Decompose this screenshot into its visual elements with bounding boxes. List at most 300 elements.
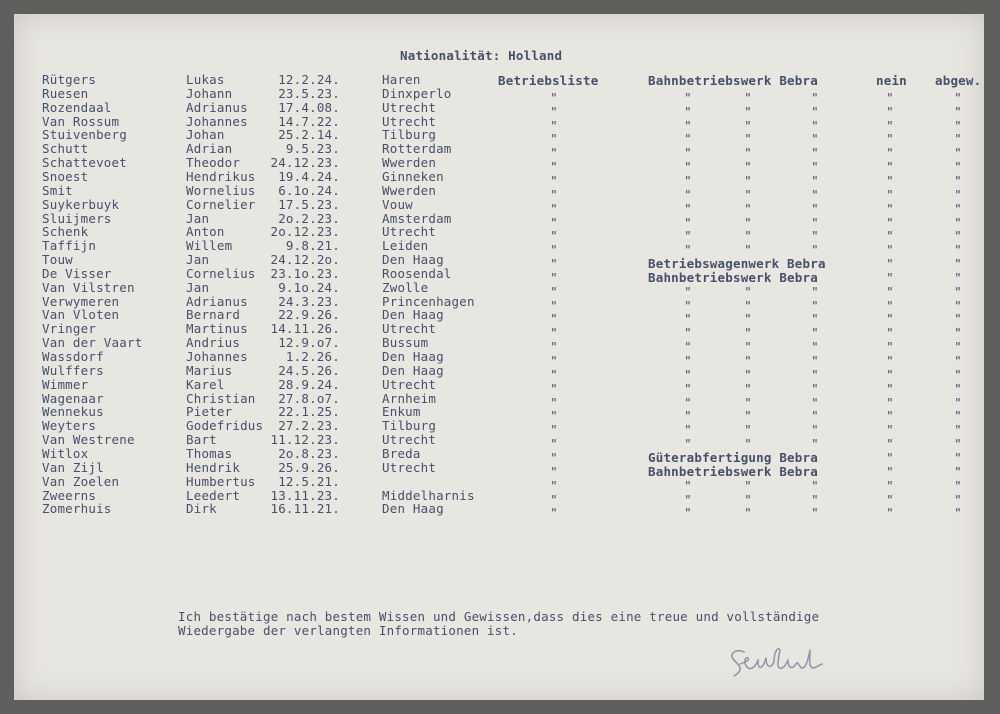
ditto-mark: ": [684, 215, 692, 230]
birth-place-cell: Haren: [382, 72, 421, 87]
ditto-mark: ": [811, 90, 819, 105]
birth-place-cell: Utrecht: [382, 460, 437, 475]
surname-cell: Rütgers: [42, 72, 97, 87]
birth-date-cell: 9.1o.24.: [278, 280, 340, 295]
birth-date-cell: 2o.12.23.: [270, 224, 340, 239]
ditto-mark: ": [954, 131, 962, 146]
ditto-mark: ": [550, 311, 558, 326]
ditto-mark: ": [886, 284, 894, 299]
surname-cell: Touw: [42, 252, 73, 267]
employer-cell: Bahnbetriebswerk Bebra: [648, 270, 818, 285]
birth-place-cell: Utrecht: [382, 432, 437, 447]
birth-place-cell: Rotterdam: [382, 141, 452, 156]
birth-place-cell: Dinxperlo: [382, 86, 452, 101]
header-employer: Bahnbetriebswerk Bebra: [648, 73, 818, 88]
ditto-mark: ": [744, 173, 752, 188]
surname-cell: Snoest: [42, 169, 89, 184]
ditto-mark: ": [954, 173, 962, 188]
birth-date-cell: 2o.2.23.: [278, 211, 340, 226]
ditto-mark: ": [744, 395, 752, 410]
ditto-mark: ": [954, 367, 962, 382]
ditto-mark: ": [886, 118, 894, 133]
surname-cell: Van Westrene: [42, 432, 135, 447]
ditto-mark: ": [684, 145, 692, 160]
ditto-mark: ": [550, 104, 558, 119]
birth-place-cell: Den Haag: [382, 349, 444, 364]
ditto-mark: ": [886, 339, 894, 354]
surname-cell: Wennekus: [42, 404, 104, 419]
ditto-mark: ": [684, 325, 692, 340]
header-list: Betriebsliste: [498, 73, 599, 88]
ditto-mark: ": [744, 215, 752, 230]
header-abgew: abgew.: [935, 73, 982, 88]
ditto-mark: ": [684, 104, 692, 119]
birth-place-cell: Den Haag: [382, 363, 444, 378]
ditto-mark: ": [550, 201, 558, 216]
surname-cell: Wassdorf: [42, 349, 104, 364]
birth-date-cell: 12.9.o7.: [278, 335, 340, 350]
surname-cell: Vringer: [42, 321, 97, 336]
ditto-mark: ": [550, 367, 558, 382]
ditto-mark: ": [684, 381, 692, 396]
ditto-mark: ": [954, 242, 962, 257]
birth-date-cell: 23.5.23.: [278, 86, 340, 101]
ditto-mark: ": [684, 436, 692, 451]
ditto-mark: ": [954, 104, 962, 119]
ditto-mark: ": [886, 228, 894, 243]
ditto-mark: ": [811, 284, 819, 299]
ditto-mark: ": [684, 298, 692, 313]
birth-date-cell: 24.5.26.: [278, 363, 340, 378]
ditto-mark: ": [550, 478, 558, 493]
birth-place-cell: Tilburg: [382, 418, 437, 433]
surname-cell: Schenk: [42, 224, 89, 239]
ditto-mark: ": [550, 325, 558, 340]
ditto-mark: ": [811, 228, 819, 243]
surname-cell: Zweerns: [42, 488, 97, 503]
first-name-cell: Adrianus: [186, 294, 248, 309]
first-name-cell: Lukas: [186, 72, 225, 87]
ditto-mark: ": [550, 256, 558, 271]
ditto-mark: ": [550, 436, 558, 451]
ditto-mark: ": [886, 311, 894, 326]
birth-date-cell: 22.9.26.: [278, 307, 340, 322]
ditto-mark: ": [550, 339, 558, 354]
ditto-mark: ": [811, 325, 819, 340]
surname-cell: Van Zoelen: [42, 474, 120, 489]
birth-date-cell: 27.2.23.: [278, 418, 340, 433]
ditto-mark: ": [954, 228, 962, 243]
ditto-mark: ": [811, 422, 819, 437]
ditto-mark: ": [684, 90, 692, 105]
ditto-mark: ": [744, 422, 752, 437]
ditto-mark: ": [886, 256, 894, 271]
surname-cell: Wulffers: [42, 363, 104, 378]
ditto-mark: ": [811, 173, 819, 188]
ditto-mark: ": [954, 159, 962, 174]
ditto-mark: ": [954, 478, 962, 493]
header-nein: nein: [876, 73, 907, 88]
birth-place-cell: Ginneken: [382, 169, 444, 184]
document-sheet: [14, 14, 984, 700]
birth-date-cell: 1.2.26.: [285, 349, 340, 364]
ditto-mark: ": [954, 492, 962, 507]
birth-date-cell: 19.4.24.: [278, 169, 340, 184]
ditto-mark: ": [744, 478, 752, 493]
birth-date-cell: 17.4.08.: [278, 100, 340, 115]
birth-place-cell: Enkum: [382, 404, 421, 419]
birth-date-cell: 22.1.25.: [278, 404, 340, 419]
ditto-mark: ": [954, 464, 962, 479]
ditto-mark: ": [744, 367, 752, 382]
ditto-mark: ": [886, 159, 894, 174]
first-name-cell: Bernard: [186, 307, 241, 322]
surname-cell: Weyters: [42, 418, 97, 433]
ditto-mark: ": [886, 201, 894, 216]
ditto-mark: ": [954, 118, 962, 133]
surname-cell: Van Zijl: [42, 460, 104, 475]
ditto-mark: ": [886, 367, 894, 382]
ditto-mark: ": [684, 173, 692, 188]
surname-cell: Witlox: [42, 446, 89, 461]
employer-cell: Bahnbetriebswerk Bebra: [648, 464, 818, 479]
birth-place-cell: Utrecht: [382, 321, 437, 336]
birth-date-cell: 9.8.21.: [285, 238, 340, 253]
ditto-mark: ": [684, 492, 692, 507]
birth-date-cell: 24.3.23.: [278, 294, 340, 309]
birth-date-cell: 23.1o.23.: [270, 266, 340, 281]
first-name-cell: Johann: [186, 86, 233, 101]
ditto-mark: ": [550, 228, 558, 243]
ditto-mark: ": [744, 325, 752, 340]
ditto-mark: ": [811, 104, 819, 119]
birth-place-cell: Vouw: [382, 197, 413, 212]
ditto-mark: ": [886, 381, 894, 396]
surname-cell: Ruesen: [42, 86, 89, 101]
ditto-mark: ": [684, 284, 692, 299]
ditto-mark: ": [550, 131, 558, 146]
first-name-cell: Adrianus: [186, 100, 248, 115]
ditto-mark: ": [811, 492, 819, 507]
ditto-mark: ": [744, 90, 752, 105]
ditto-mark: ": [954, 450, 962, 465]
ditto-mark: ": [886, 131, 894, 146]
first-name-cell: Jan: [186, 211, 210, 226]
ditto-mark: ": [886, 145, 894, 160]
handwritten-signature: [722, 638, 832, 684]
birth-place-cell: Utrecht: [382, 100, 437, 115]
ditto-mark: ": [684, 228, 692, 243]
surname-cell: Rozendaal: [42, 100, 112, 115]
birth-date-cell: 14.7.22.: [278, 114, 340, 129]
ditto-mark: ": [684, 478, 692, 493]
ditto-mark: ": [744, 187, 752, 202]
surname-cell: Wagenaar: [42, 391, 104, 406]
surname-cell: Zomerhuis: [42, 501, 112, 516]
ditto-mark: ": [886, 422, 894, 437]
surname-cell: Van Vilstren: [42, 280, 135, 295]
ditto-mark: ": [811, 436, 819, 451]
ditto-mark: ": [811, 505, 819, 520]
employer-cell: Betriebswagenwerk Bebra: [648, 256, 826, 271]
surname-cell: Verwymeren: [42, 294, 120, 309]
surname-cell: Suykerbuyk: [42, 197, 120, 212]
ditto-mark: ": [684, 201, 692, 216]
ditto-mark: ": [954, 298, 962, 313]
ditto-mark: ": [550, 381, 558, 396]
birth-place-cell: Princenhagen: [382, 294, 475, 309]
ditto-mark: ": [684, 118, 692, 133]
first-name-cell: Johan: [186, 127, 225, 142]
ditto-mark: ": [550, 353, 558, 368]
ditto-mark: ": [684, 367, 692, 382]
ditto-mark: ": [954, 408, 962, 423]
first-name-cell: Leedert: [186, 488, 241, 503]
ditto-mark: ": [744, 381, 752, 396]
birth-place-cell: Den Haag: [382, 501, 444, 516]
ditto-mark: ": [811, 215, 819, 230]
ditto-mark: ": [886, 215, 894, 230]
first-name-cell: Marius: [186, 363, 233, 378]
ditto-mark: ": [886, 104, 894, 119]
ditto-mark: ": [954, 436, 962, 451]
ditto-mark: ": [744, 298, 752, 313]
ditto-mark: ": [886, 505, 894, 520]
ditto-mark: ": [886, 187, 894, 202]
birth-place-cell: Den Haag: [382, 307, 444, 322]
surname-cell: Sluijmers: [42, 211, 112, 226]
birth-date-cell: 16.11.21.: [270, 501, 340, 516]
ditto-mark: ": [550, 492, 558, 507]
first-name-cell: Bart: [186, 432, 217, 447]
first-name-cell: Anton: [186, 224, 225, 239]
surname-cell: Van der Vaart: [42, 335, 143, 350]
ditto-mark: ": [550, 187, 558, 202]
surname-cell: Wimmer: [42, 377, 89, 392]
birth-place-cell: Breda: [382, 446, 421, 461]
ditto-mark: ": [550, 173, 558, 188]
surname-cell: Schutt: [42, 141, 89, 156]
ditto-mark: ": [744, 311, 752, 326]
ditto-mark: ": [744, 104, 752, 119]
surname-cell: Van Vloten: [42, 307, 120, 322]
birth-date-cell: 25.9.26.: [278, 460, 340, 475]
ditto-mark: ": [550, 408, 558, 423]
surname-cell: De Visser: [42, 266, 112, 281]
birth-place-cell: Arnheim: [382, 391, 437, 406]
ditto-mark: ": [684, 187, 692, 202]
birth-place-cell: Amsterdam: [382, 211, 452, 226]
ditto-mark: ": [811, 298, 819, 313]
ditto-mark: ": [744, 242, 752, 257]
birth-date-cell: 24.12.2o.: [270, 252, 340, 267]
surname-cell: Taffijn: [42, 238, 97, 253]
ditto-mark: ": [684, 159, 692, 174]
birth-place-cell: Wwerden: [382, 155, 437, 170]
ditto-mark: ": [550, 284, 558, 299]
ditto-mark: ": [550, 145, 558, 160]
ditto-mark: ": [811, 201, 819, 216]
ditto-mark: ": [954, 284, 962, 299]
ditto-mark: ": [886, 492, 894, 507]
ditto-mark: ": [744, 436, 752, 451]
ditto-mark: ": [954, 90, 962, 105]
ditto-mark: ": [744, 492, 752, 507]
ditto-mark: ": [811, 395, 819, 410]
employer-cell: Güterabfertigung Bebra: [648, 450, 818, 465]
ditto-mark: ": [744, 159, 752, 174]
surname-cell: Schattevoet: [42, 155, 127, 170]
ditto-mark: ": [744, 145, 752, 160]
ditto-mark: ": [744, 339, 752, 354]
ditto-mark: ": [886, 353, 894, 368]
birth-date-cell: 6.1o.24.: [278, 183, 340, 198]
first-name-cell: Andrius: [186, 335, 241, 350]
ditto-mark: ": [811, 311, 819, 326]
birth-date-cell: 12.2.24.: [278, 72, 340, 87]
birth-place-cell: Tilburg: [382, 127, 437, 142]
ditto-mark: ": [811, 131, 819, 146]
surname-cell: Smit: [42, 183, 73, 198]
ditto-mark: ": [550, 298, 558, 313]
first-name-cell: Hendrikus: [186, 169, 256, 184]
ditto-mark: ": [811, 242, 819, 257]
first-name-cell: Wornelius: [186, 183, 256, 198]
ditto-mark: ": [954, 256, 962, 271]
ditto-mark: ": [684, 505, 692, 520]
birth-date-cell: 27.8.o7.: [278, 391, 340, 406]
ditto-mark: ": [954, 381, 962, 396]
first-name-cell: Christian: [186, 391, 256, 406]
first-name-cell: Hendrik: [186, 460, 241, 475]
ditto-mark: ": [684, 408, 692, 423]
ditto-mark: ": [684, 339, 692, 354]
first-name-cell: Jan: [186, 280, 210, 295]
ditto-mark: ": [550, 90, 558, 105]
ditto-mark: ": [886, 408, 894, 423]
ditto-mark: ": [684, 353, 692, 368]
ditto-mark: ": [744, 505, 752, 520]
birth-place-cell: Utrecht: [382, 114, 437, 129]
ditto-mark: ": [744, 228, 752, 243]
birth-date-cell: 11.12.23.: [270, 432, 340, 447]
ditto-mark: ": [744, 353, 752, 368]
birth-place-cell: Roosendal: [382, 266, 452, 281]
ditto-mark: ": [811, 118, 819, 133]
first-name-cell: Godefridus: [186, 418, 264, 433]
birth-place-cell: Den Haag: [382, 252, 444, 267]
ditto-mark: ": [550, 215, 558, 230]
birth-date-cell: 28.9.24.: [278, 377, 340, 392]
ditto-mark: ": [550, 505, 558, 520]
ditto-mark: ": [954, 311, 962, 326]
birth-place-cell: Utrecht: [382, 224, 437, 239]
ditto-mark: ": [886, 450, 894, 465]
ditto-mark: ": [811, 187, 819, 202]
certification-line-2: Wiedergabe der verlangten Informationen ist.: [178, 623, 518, 638]
ditto-mark: ": [744, 131, 752, 146]
first-name-cell: Karel: [186, 377, 225, 392]
ditto-mark: ": [811, 353, 819, 368]
certification-line-1: Ich bestätige nach bestem Wissen und Gewissen,dass dies eine treue und vollständige: [178, 609, 820, 624]
ditto-mark: ": [954, 339, 962, 354]
birth-date-cell: 17.5.23.: [278, 197, 340, 212]
birth-place-cell: Utrecht: [382, 377, 437, 392]
ditto-mark: ": [684, 422, 692, 437]
ditto-mark: ": [886, 478, 894, 493]
first-name-cell: Willem: [186, 238, 233, 253]
ditto-mark: ": [954, 270, 962, 285]
ditto-mark: ": [886, 298, 894, 313]
ditto-mark: ": [744, 118, 752, 133]
birth-place-cell: Wwerden: [382, 183, 437, 198]
ditto-mark: ": [744, 284, 752, 299]
ditto-mark: ": [744, 201, 752, 216]
first-name-cell: Pieter: [186, 404, 233, 419]
first-name-cell: Johannes: [186, 114, 248, 129]
first-name-cell: Humbertus: [186, 474, 256, 489]
birth-date-cell: 24.12.23.: [270, 155, 340, 170]
ditto-mark: ": [954, 201, 962, 216]
ditto-mark: ": [811, 408, 819, 423]
ditto-mark: ": [954, 422, 962, 437]
ditto-mark: ": [886, 173, 894, 188]
birth-date-cell: 2o.8.23.: [278, 446, 340, 461]
birth-place-cell: Middelharnis: [382, 488, 475, 503]
ditto-mark: ": [550, 395, 558, 410]
ditto-mark: ": [684, 311, 692, 326]
birth-date-cell: 12.5.21.: [278, 474, 340, 489]
document-title: Nationalität: Holland: [400, 48, 563, 63]
ditto-mark: ": [811, 381, 819, 396]
ditto-mark: ": [886, 90, 894, 105]
ditto-mark: ": [550, 270, 558, 285]
ditto-mark: ": [811, 339, 819, 354]
ditto-mark: ": [954, 395, 962, 410]
first-name-cell: Thomas: [186, 446, 233, 461]
birth-date-cell: 14.11.26.: [270, 321, 340, 336]
birth-date-cell: 9.5.23.: [285, 141, 340, 156]
birth-place-cell: Leiden: [382, 238, 429, 253]
ditto-mark: ": [550, 159, 558, 174]
ditto-mark: ": [886, 325, 894, 340]
birth-date-cell: 25.2.14.: [278, 127, 340, 142]
first-name-cell: Martinus: [186, 321, 248, 336]
surname-cell: Van Rossum: [42, 114, 120, 129]
ditto-mark: ": [954, 325, 962, 340]
ditto-mark: ": [886, 436, 894, 451]
ditto-mark: ": [550, 450, 558, 465]
ditto-mark: ": [954, 145, 962, 160]
ditto-mark: ": [954, 353, 962, 368]
first-name-cell: Adrian: [186, 141, 233, 156]
ditto-mark: ": [684, 131, 692, 146]
ditto-mark: ": [811, 478, 819, 493]
ditto-mark: ": [550, 242, 558, 257]
ditto-mark: ": [886, 242, 894, 257]
first-name-cell: Cornelius: [186, 266, 256, 281]
first-name-cell: Johannes: [186, 349, 248, 364]
birth-date-cell: 13.11.23.: [270, 488, 340, 503]
first-name-cell: Cornelier: [186, 197, 256, 212]
ditto-mark: ": [886, 395, 894, 410]
first-name-cell: Jan: [186, 252, 210, 267]
ditto-mark: ": [811, 145, 819, 160]
ditto-mark: ": [684, 395, 692, 410]
first-name-cell: Dirk: [186, 501, 217, 516]
ditto-mark: ": [886, 270, 894, 285]
ditto-mark: ": [954, 187, 962, 202]
